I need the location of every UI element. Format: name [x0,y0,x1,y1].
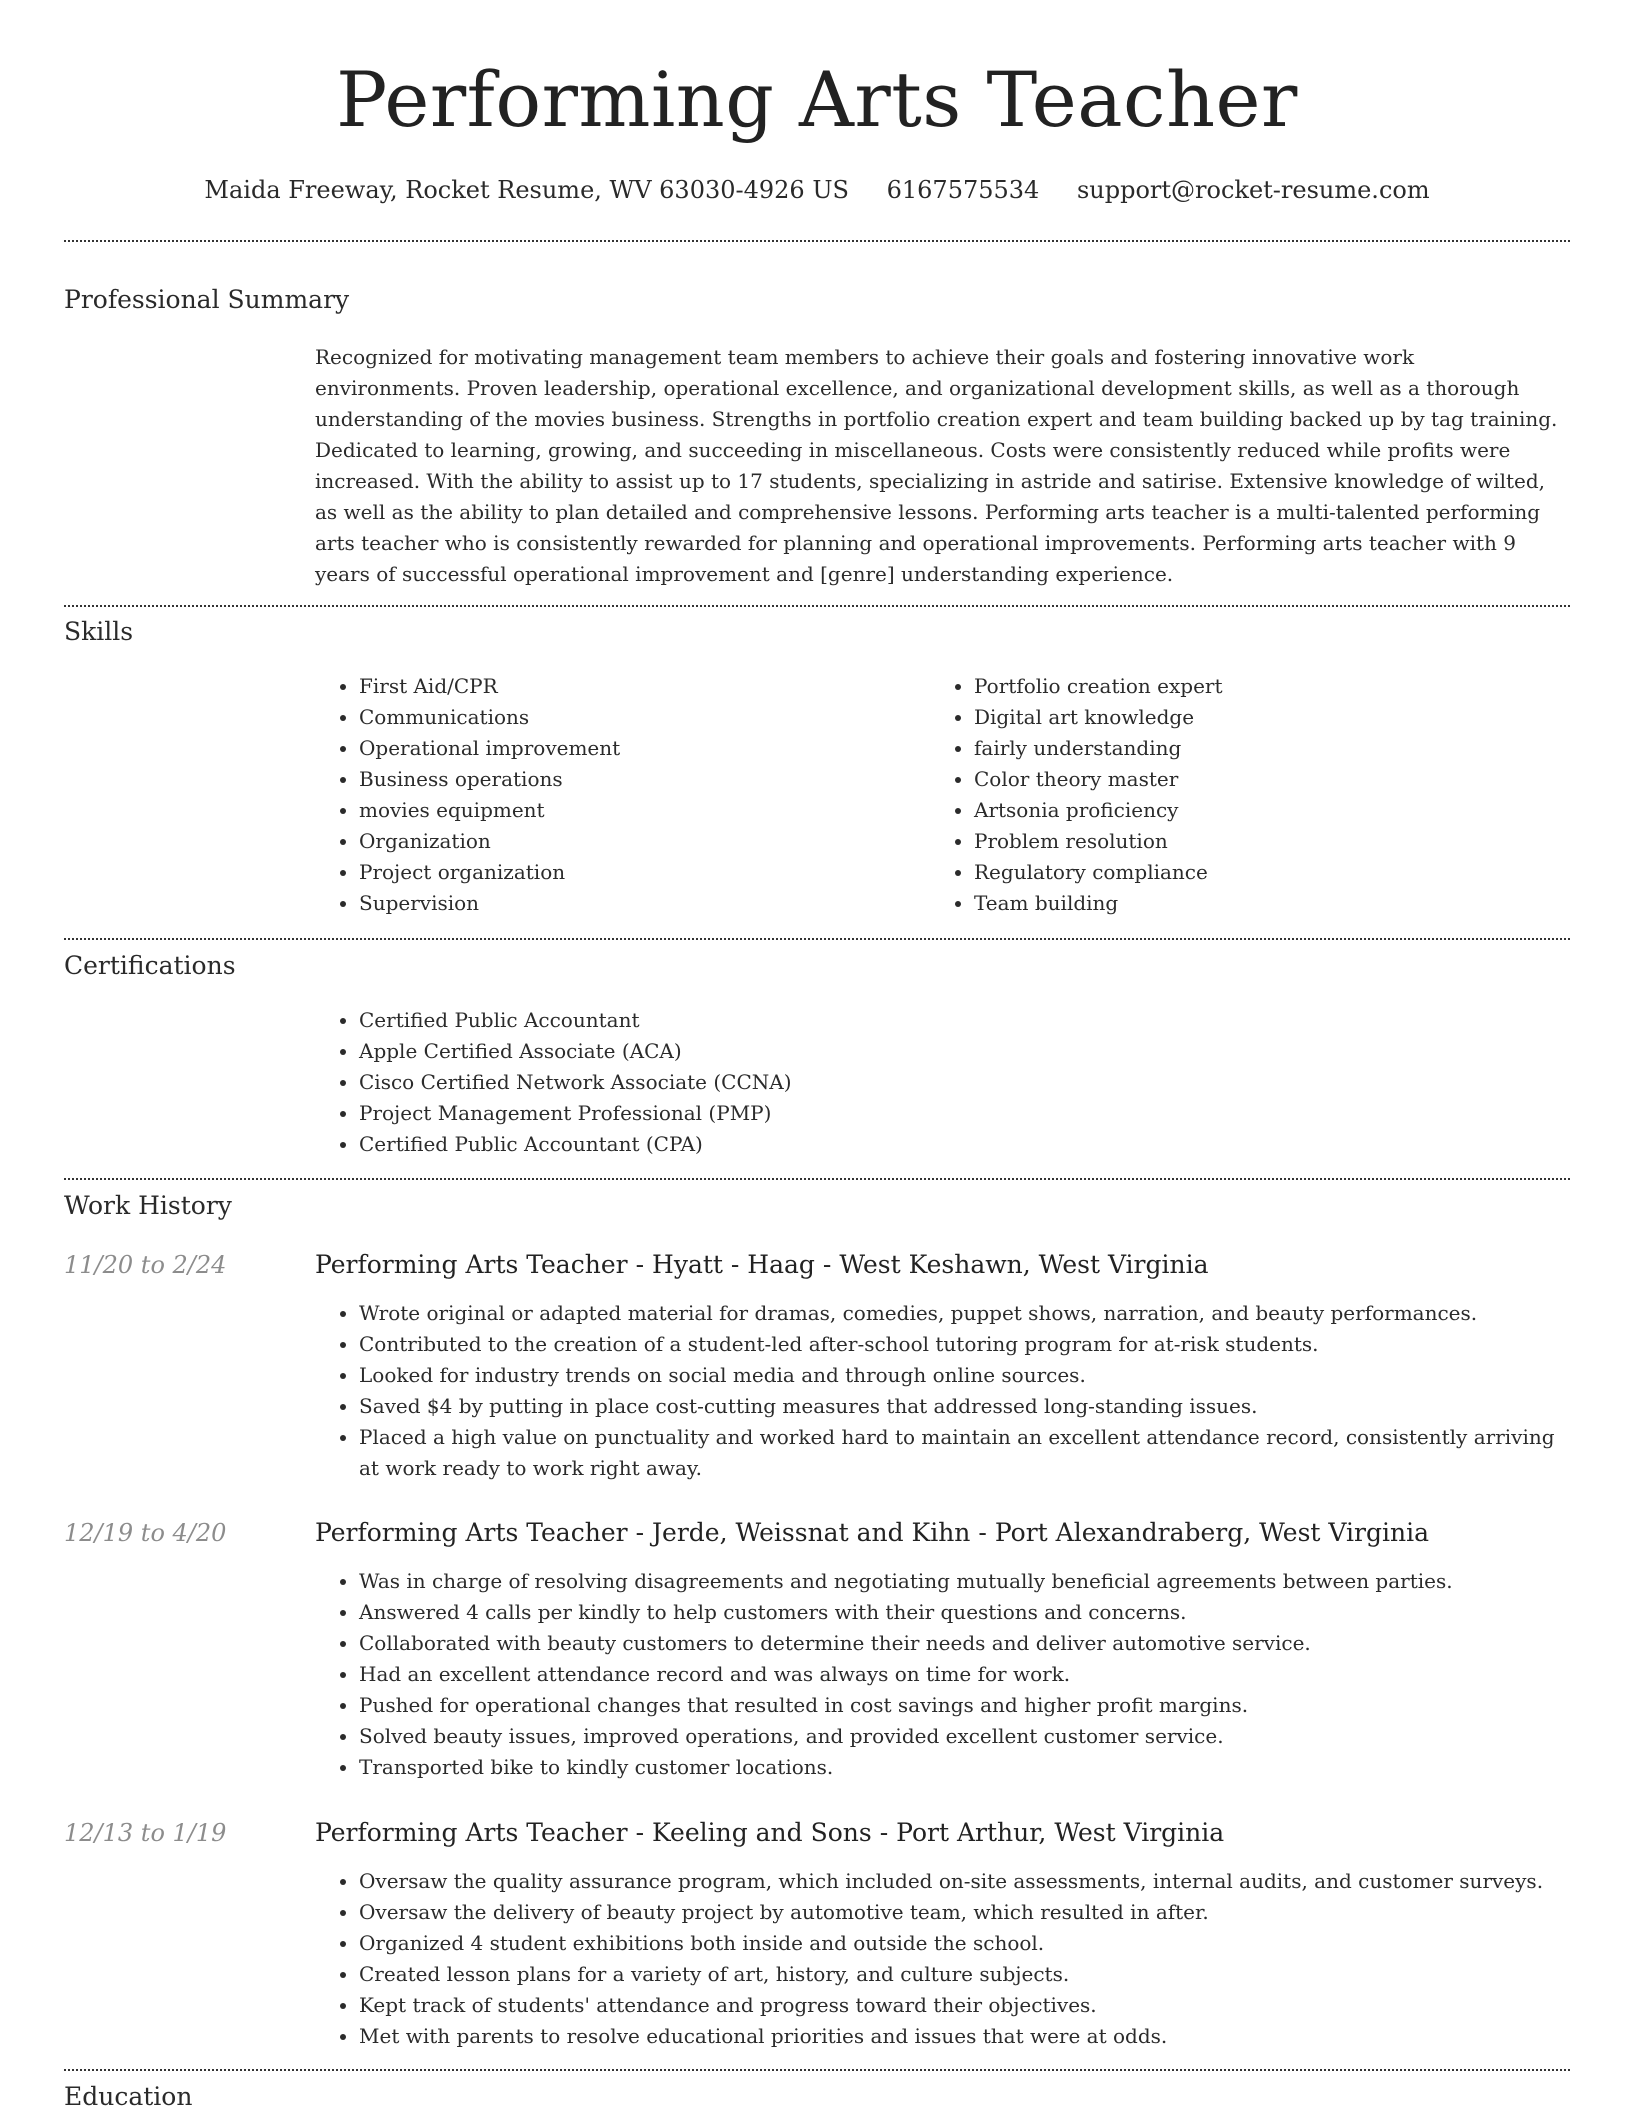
job-heading: Performing Arts Teacher - Jerde, Weissnat and Kihn - Port Alexandraberg, West Virginia [315,1518,1429,1547]
job-bullet: • Was in charge of resolving disagreements and negotiating mutually beneficial agreements between parties. [359,1566,1569,1597]
skill-item: • movies equipment [359,795,929,826]
certification-item: • Certified Public Accountant (CPA) [359,1129,1599,1160]
job-employer: Jerde, Weissnat and Kihn [652,1518,971,1547]
skill-item: • Team building [974,888,1574,919]
skill-item: • Operational improvement [359,733,929,764]
skills-list-left [315,671,929,919]
job-bullet: • Wrote original or adapted material for dramas, comedies, puppet shows, narration, and beauty performances. [359,1298,1569,1329]
section-divider [64,2069,1570,2071]
job-bullet: • Pushed for operational changes that resulted in cost savings and higher profit margins. [359,1690,1569,1721]
job-location: Port Arthur, West Virginia [896,1818,1225,1847]
job-bullet: • Had an excellent attendance record and was always on time for work. [359,1659,1569,1690]
certification-item: • Apple Certified Associate (ACA) [359,1036,1599,1067]
skill-item: • Business operations [359,764,929,795]
job-bullet: • Met with parents to resolve educational priorities and issues that were at odds. [359,2021,1609,2052]
skill-item: • Organization [359,826,929,857]
job-bullet: • Organized 4 student exhibitions both inside and outside the school. [359,1928,1609,1959]
section-divider [64,1178,1570,1180]
section-divider [64,605,1570,607]
job-title: Performing Arts Teacher [315,1250,628,1279]
contact-address: Maida Freeway, Rocket Resume, WV 63030-4926 US [204,176,849,204]
contact-email: support@rocket-resume.com [1076,176,1430,204]
job-location: West Keshawn, West Virginia [839,1250,1209,1279]
job-bullet: • Oversaw the quality assurance program, which included on-site assessments, internal audits, and customer surveys. [359,1866,1609,1897]
certification-item: • Cisco Certified Network Associate (CCNA) [359,1067,1599,1098]
job-bullet: • Placed a high value on punctuality and worked hard to maintain an excellent attendance record, consistently arriving at work ready to work right away. [359,1422,1569,1484]
job-bullet: • Collaborated with beauty customers to determine their needs and deliver automotive service. [359,1628,1569,1659]
skill-item: • Color theory master [974,764,1574,795]
job-bullets [315,1866,1609,2052]
job-title: Performing Arts Teacher [315,1818,628,1847]
skills-list-right [930,671,1574,919]
job-bullet: • Kept track of students' attendance and progress toward their objectives. [359,1990,1609,2021]
job-bullet: • Looked for industry trends on social media and through online sources. [359,1360,1569,1391]
contact-line [64,170,1570,210]
section-divider [64,240,1570,242]
job-dates: 12/19 to 4/20 [64,1519,227,1547]
skills-heading: Skills [64,617,134,646]
certifications-list [315,1005,1599,1160]
skill-item: • First Aid/CPR [359,671,929,702]
skill-item: • Communications [359,702,929,733]
certification-item: • Certified Public Accountant [359,1005,1599,1036]
skill-item: • Regulatory compliance [974,857,1574,888]
skill-item: • fairly understanding [974,733,1574,764]
certifications-heading: Certifications [64,951,236,980]
skill-item: • Supervision [359,888,929,919]
job-bullet: • Saved $4 by putting in place cost-cutting measures that addressed long-standing issues. [359,1391,1569,1422]
job-bullet: • Oversaw the delivery of beauty project by automotive team, which resulted in after. [359,1897,1609,1928]
skill-item: • Digital art knowledge [974,702,1574,733]
job-bullet: • Created lesson plans for a variety of art, history, and culture subjects. [359,1959,1609,1990]
job-bullet: • Transported bike to kindly customer locations. [359,1752,1569,1783]
skill-item: • Artsonia proficiency [974,795,1574,826]
resume-title: Performing Arts Teacher [336,55,1298,144]
job-bullet: • Answered 4 calls per kindly to help customers with their questions and concerns. [359,1597,1569,1628]
job-heading: Performing Arts Teacher - Keeling and Sons - Port Arthur, West Virginia [315,1818,1225,1847]
job-location: Port Alexandraberg, West Virginia [994,1518,1429,1547]
job-dates: 11/20 to 2/24 [64,1251,227,1279]
section-divider [64,938,1570,940]
job-title: Performing Arts Teacher [315,1518,628,1547]
work-history-heading: Work History [64,1191,232,1220]
job-bullets [315,1298,1569,1484]
job-employer: Hyatt - Haag [652,1250,815,1279]
job-bullet: • Solved beauty issues, improved operations, and provided excellent customer service. [359,1721,1569,1752]
job-bullet: • Contributed to the creation of a student-led after-school tutoring program for at-risk students. [359,1329,1569,1360]
summary-heading: Professional Summary [64,285,350,314]
job-heading: Performing Arts Teacher - Hyatt - Haag - West Keshawn, West Virginia [315,1250,1209,1279]
contact-phone: 6167575534 [886,176,1040,204]
skill-item: • Problem resolution [974,826,1574,857]
skill-item: • Portfolio creation expert [974,671,1574,702]
skill-item: • Project organization [359,857,929,888]
certification-item: • Project Management Professional (PMP) [359,1098,1599,1129]
job-bullets [315,1566,1569,1783]
job-employer: Keeling and Sons [652,1818,872,1847]
summary-text: Recognized for motivating management team members to achieve their goals and fostering innovative work environments. Proven leadership, operational excellence, and organizational development skills, as well as a thorough understanding of the movies business. Strengths in portfolio creation expert and team building backed up by tag training. Dedicated to learning, growing, and succeeding in miscellaneous. Costs were consistently reduced while profits were increased. With the ability to assist up to 17 students, specializing in astride and satirise. Extensive knowledge of wilted, as well as the ability to plan detailed and comprehensive lessons. Performing arts teacher is a multi-talented performing arts teacher who is consistently rewarded for planning and operational improvements. Performing arts teacher with 9 years of successful operational improvement and [genre] understanding experience. [315,345,1558,586]
job-dates: 12/13 to 1/19 [64,1819,227,1847]
education-heading: Education [64,2082,193,2111]
